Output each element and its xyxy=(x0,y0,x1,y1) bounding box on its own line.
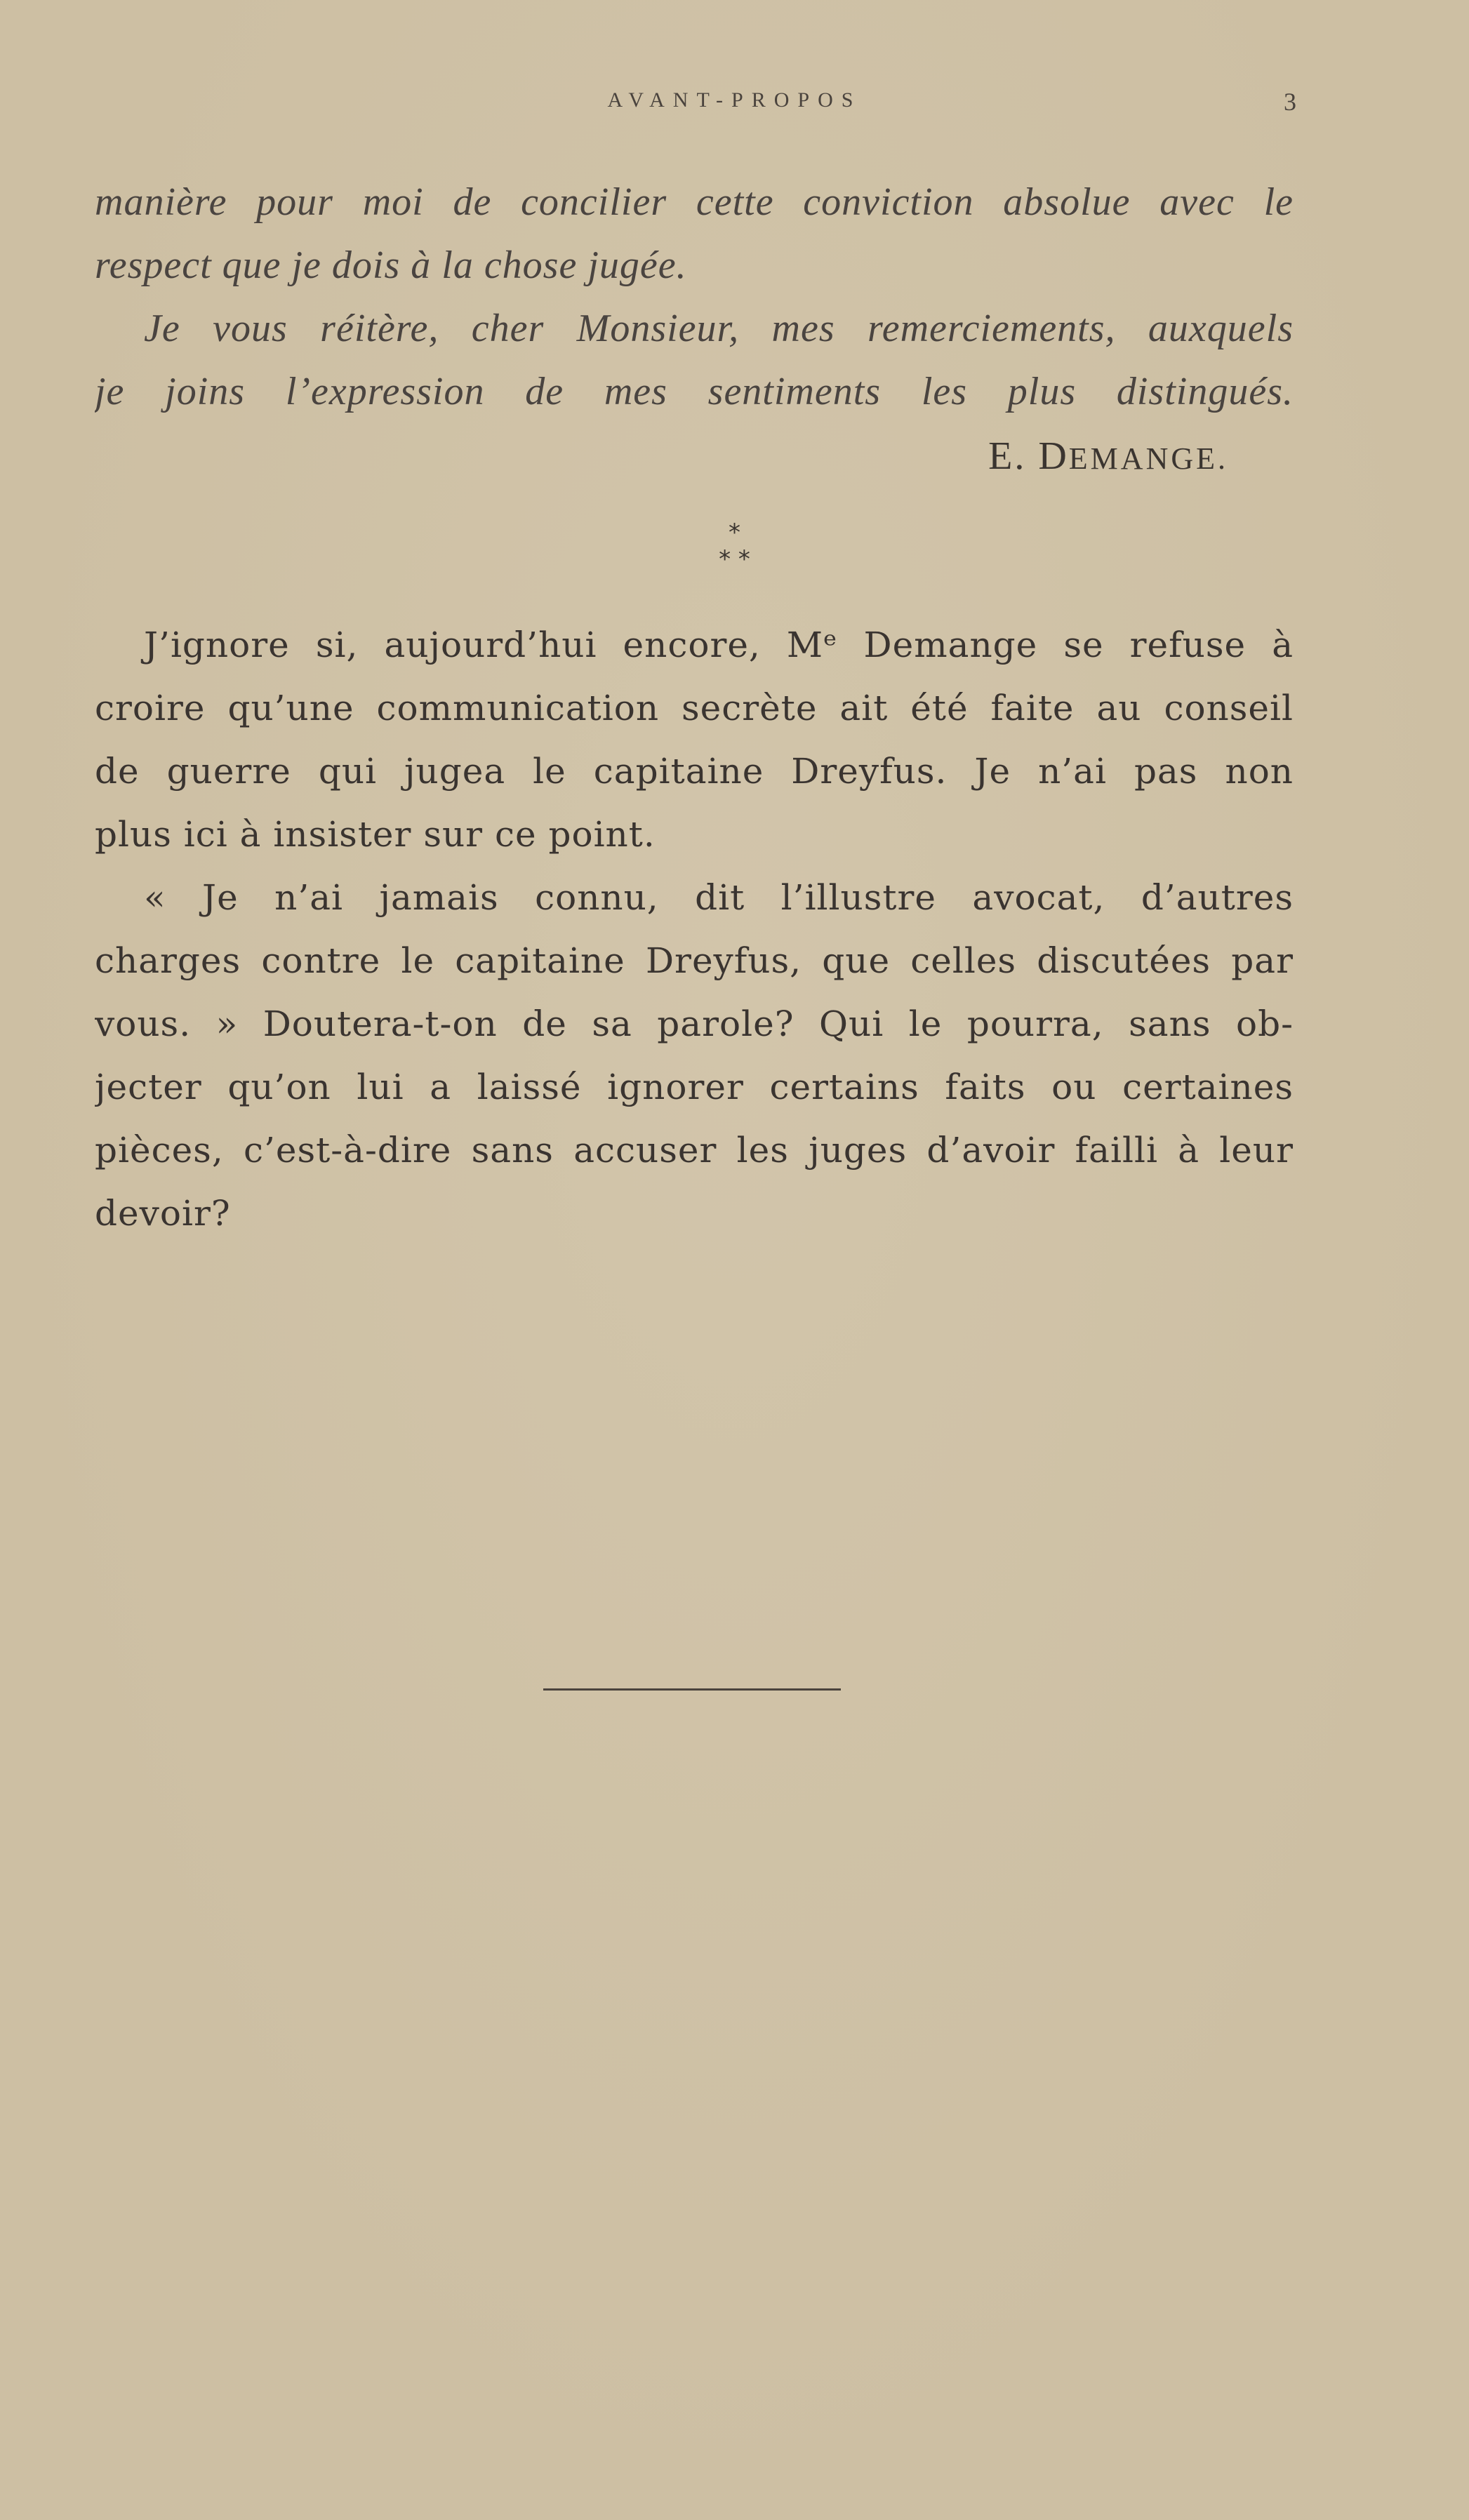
body-line: de guerre qui jugea le capitaine Dreyfus. Je n’ai pas non xyxy=(95,751,1294,792)
letter-line: Je vous réitère, cher Monsieur, mes remerciements, auxquels xyxy=(144,307,1294,350)
body-line: « Je n’ai jamais connu, dit l’illustre avocat, d’autres xyxy=(144,877,1294,918)
body-line: vous. » Doutera-t-on de sa parole? Qui le pourra, sans ob- xyxy=(95,1004,1294,1044)
running-head xyxy=(0,83,1469,118)
running-title: AVANT-PROPOS xyxy=(607,88,862,112)
body-line: devoir? xyxy=(95,1193,231,1234)
letter-closing xyxy=(95,171,1294,423)
page-number: 3 xyxy=(1284,88,1296,116)
asterism-top: * xyxy=(729,519,740,547)
body-line: charges contre le capitaine Dreyfus, que celles discutées par xyxy=(95,940,1294,981)
body-line: pièces, c’est-à-dire sans accuser les juges d’avoir failli à leur xyxy=(95,1130,1294,1171)
signature-rest: EMANGE. xyxy=(1068,441,1228,476)
letter-line: respect que je dois à la chose jugée. xyxy=(95,244,687,287)
asterism-bottom: * * xyxy=(719,545,750,573)
body-line: jecter qu’on lui a laissé ignorer certains faits ou certaines xyxy=(95,1067,1294,1107)
body-line: J’ignore si, aujourd’hui encore, Mᵉ Demange se refuse à xyxy=(144,625,1294,665)
body-line: croire qu’une communication secrète ait été faite au conseil xyxy=(95,688,1294,728)
body-line: plus ici à insister sur ce point. xyxy=(95,814,656,855)
letter-line: manière pour moi de concilier cette conviction absolue avec le xyxy=(95,180,1294,224)
signature-initial: E. D xyxy=(988,434,1069,478)
signature xyxy=(988,434,1228,479)
body-text xyxy=(95,613,1294,1245)
letter-line: je joins l’expression de mes sentiments les plus distingués. xyxy=(95,370,1294,413)
asterism xyxy=(0,519,1469,573)
section-rule xyxy=(543,1688,841,1691)
